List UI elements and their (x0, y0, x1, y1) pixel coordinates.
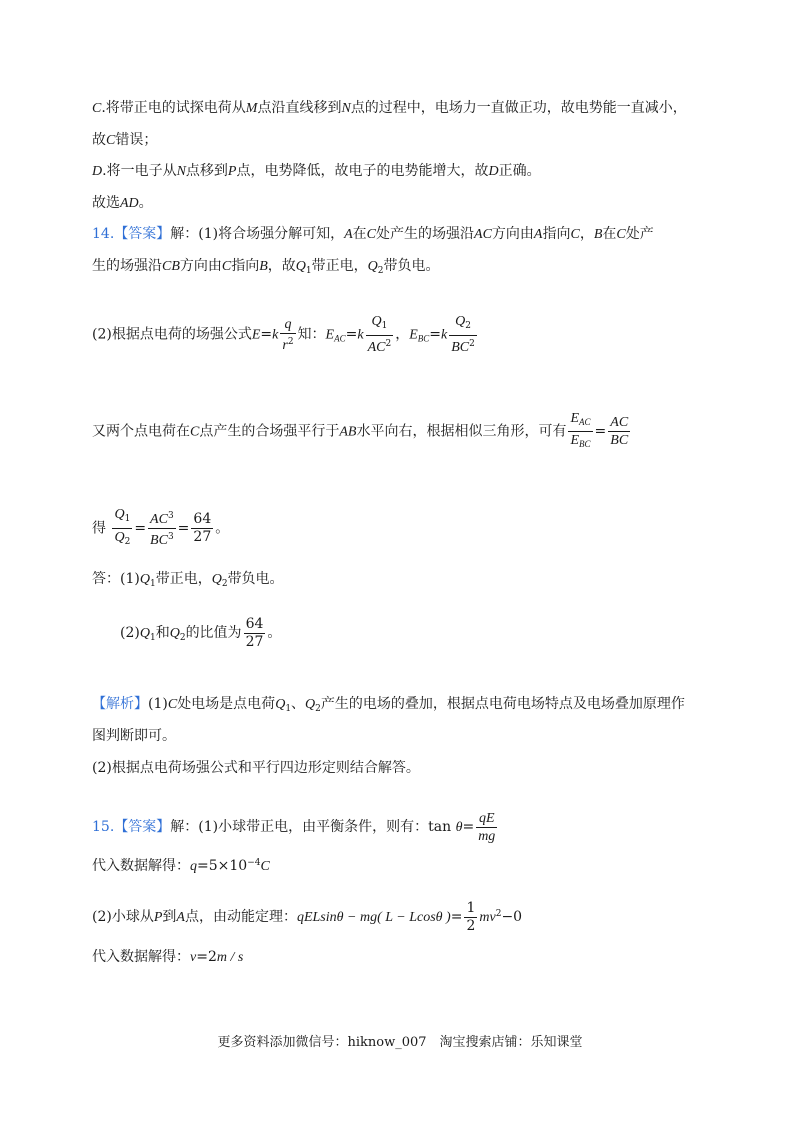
sub: 1 (149, 633, 156, 643)
text: 和 (155, 625, 170, 641)
sub: 2 (179, 633, 186, 643)
text: .将一电子从 (102, 163, 177, 179)
var: Q (139, 626, 150, 641)
var: BC (451, 340, 470, 355)
var: C (570, 227, 580, 242)
text: 图判断即可。 (92, 728, 176, 744)
fraction (112, 506, 132, 551)
text: 点，由动能定理： (184, 909, 297, 925)
var: Q (114, 530, 125, 545)
sub: 2 (124, 537, 131, 547)
q15-charge-result (92, 853, 720, 877)
var: N (341, 101, 351, 116)
text: 方向由 (491, 226, 534, 242)
text: ， (579, 226, 594, 242)
denominator (366, 336, 394, 356)
text: 解：(1)将合场强分解可知， (170, 226, 345, 242)
numerator: q (280, 316, 295, 334)
fraction (608, 414, 630, 449)
var: Q (305, 697, 316, 712)
text: (1) (148, 696, 168, 712)
question-number: 14. (92, 226, 115, 242)
sub: BC (579, 439, 591, 449)
q14-ratio-result (92, 506, 720, 551)
text: (2)小球从 (92, 909, 154, 925)
var: AD (120, 196, 139, 211)
text: 。 (215, 520, 230, 537)
text: =2 (196, 949, 217, 965)
q14-final-answer1 (92, 569, 720, 594)
var: C (167, 697, 178, 712)
text: 指向 (231, 258, 260, 274)
option-c-line (92, 98, 720, 119)
var: M (245, 101, 258, 116)
text: 水平向右，根据相似三角形，可有 (356, 423, 567, 440)
text: 点移到 (185, 163, 228, 179)
var: C (616, 227, 626, 242)
fraction (568, 410, 592, 453)
numerator: 1 (466, 899, 476, 916)
var: k (357, 327, 364, 343)
var: C (221, 259, 232, 274)
var: AB (339, 424, 357, 440)
text: 代入数据解得： (92, 858, 190, 874)
text: 得 (92, 520, 106, 537)
text: (2)根据点电荷的场强公式 (92, 326, 252, 343)
text: 处产生的场强沿 (376, 226, 475, 242)
var: B (593, 227, 603, 242)
fraction (449, 313, 477, 356)
sub: 1 (149, 579, 156, 589)
var: r (282, 337, 288, 353)
text: = (134, 520, 147, 537)
var: P (153, 910, 163, 925)
text: 。 (138, 195, 153, 211)
var: P (227, 164, 237, 179)
var: E (570, 411, 580, 426)
equation: qELsinθ − mg (296, 910, 378, 925)
text: = (429, 326, 442, 343)
q14-similar-triangle (92, 410, 720, 453)
denominator: 27 (245, 633, 264, 650)
var: v (190, 950, 197, 965)
text: 点产生的合场强平行于 (199, 423, 340, 440)
q15-velocity-result (92, 947, 720, 968)
fraction (148, 508, 176, 549)
denominator (449, 336, 477, 356)
var: k (272, 327, 279, 343)
text: 点的过程中，电场力一直做正功，故电势能一直减小， (350, 100, 687, 116)
q14-analysis-line3 (92, 758, 720, 778)
var: Q (139, 572, 150, 587)
var: CB (162, 259, 180, 274)
text: 的比值为 (185, 625, 242, 641)
numerator (568, 410, 592, 432)
numerator: 64 (245, 615, 264, 632)
var: Q (275, 697, 286, 712)
answer-tag: 【答案】 (114, 819, 171, 835)
var: Q (114, 507, 125, 522)
q14-answer-line1 (92, 224, 720, 245)
text: 故 (92, 132, 106, 148)
var: AC (150, 512, 168, 527)
fraction (464, 900, 477, 935)
denominator: 27 (193, 529, 212, 545)
var: C (106, 133, 116, 148)
var: C (366, 227, 377, 242)
text: 处产 (625, 226, 654, 242)
var: AC (367, 340, 386, 355)
sub: 1 (124, 514, 131, 524)
text: 带正电， (311, 258, 368, 274)
var: D (92, 164, 103, 179)
sub: 2 (377, 266, 384, 276)
denominator: 2 (466, 917, 476, 934)
sup: 3 (167, 532, 174, 542)
text: 知： (297, 326, 326, 343)
sub: 2 (221, 579, 228, 589)
text: 又两个点电荷在 (92, 423, 190, 440)
q14-field-formula (92, 313, 720, 359)
text: = (462, 819, 475, 835)
text: 方向由 (179, 258, 222, 274)
var: C (92, 101, 102, 116)
var: B (259, 259, 268, 274)
numerator: 64 (193, 511, 212, 527)
var: N (176, 164, 186, 179)
fraction (191, 511, 213, 546)
numerator (112, 506, 132, 529)
var: q (190, 859, 197, 874)
fraction (244, 616, 266, 651)
text: (2) (120, 625, 140, 641)
unit: m / s (216, 950, 244, 965)
text: 。 (267, 625, 282, 641)
text: 点，电势降低，故电子的电势能增大，故 (236, 163, 489, 179)
choice-line (92, 193, 720, 214)
q14-answer-line2 (92, 256, 720, 281)
analysis-tag: 【解析】 (92, 696, 148, 712)
text: 答：(1) (92, 571, 140, 587)
var: Q (295, 259, 306, 274)
text: 带负电。 (383, 258, 440, 274)
option-c-conclusion (92, 130, 720, 151)
text: ，故 (267, 258, 296, 274)
var: θ (455, 820, 463, 835)
text: 在 (352, 226, 367, 242)
text: 生的场强沿 (92, 258, 162, 274)
answer-tag: 【答案】 (114, 226, 171, 242)
fraction (476, 810, 497, 845)
text: 代入数据解得： (92, 949, 190, 965)
denominator: mg (478, 828, 496, 844)
fraction (366, 313, 394, 356)
text: −0 (501, 909, 523, 925)
sub: 1 (285, 704, 292, 714)
text: 到 (162, 909, 177, 925)
sub: 1 (305, 266, 312, 276)
text: 解：(1)小球带正电，由平衡条件，则有： (170, 819, 429, 835)
equation: mv (479, 910, 496, 925)
fraction (280, 316, 295, 354)
sub: 1 (381, 321, 388, 331)
text: ， (395, 326, 410, 343)
text: 带负电。 (227, 571, 284, 587)
page-footer: 更多资料添加微信号：hiknow_007 淘宝搜索店铺：乐知课堂 (217, 1035, 583, 1050)
denominator: BC (610, 433, 629, 448)
denominator (148, 529, 176, 549)
text: = (345, 326, 358, 343)
var: Q (211, 572, 222, 587)
sup: 2 (469, 339, 475, 349)
sub: 2 (315, 704, 321, 714)
var: C (190, 424, 200, 440)
q14-analysis-line2 (92, 726, 720, 746)
text: 故选 (92, 195, 120, 211)
text: .将带正电的试探电荷从 (101, 100, 246, 116)
var: E (325, 327, 335, 343)
denominator (568, 432, 592, 453)
var: Q (169, 626, 180, 641)
q14-analysis-line1 (92, 694, 720, 719)
q15-answer-line1 (92, 807, 720, 848)
var: Q (455, 314, 466, 329)
sup: 2 (385, 339, 392, 349)
text: = (594, 423, 607, 440)
denominator (112, 529, 132, 551)
text: (2)根据点电荷场强公式和平行四边形定则结合解答。 (92, 760, 420, 776)
var: C (260, 859, 270, 874)
var: BC (150, 533, 168, 548)
var: D (488, 164, 499, 179)
q15-energy-theorem (92, 894, 720, 938)
sub: BC (417, 333, 430, 344)
denominator (280, 334, 295, 354)
numerator (449, 313, 477, 336)
var: E (409, 327, 418, 343)
sub: 2 (465, 321, 471, 331)
var: E (570, 433, 580, 448)
option-d-line (92, 161, 720, 182)
var: Q (367, 259, 378, 274)
sub: AC (579, 417, 591, 427)
text: = (177, 520, 190, 537)
text: 在 (602, 226, 617, 242)
sub: AC (334, 333, 346, 344)
text: 点沿直线移到 (257, 100, 342, 116)
text: 指向 (542, 226, 571, 242)
var: AC (474, 227, 492, 242)
var: A (533, 227, 543, 242)
sup: 3 (167, 511, 174, 521)
text: 产生的电场的叠加，根据点电荷电场特点及电场叠加原理作 (320, 696, 685, 712)
text: 错误； (115, 132, 158, 148)
var: Q (371, 314, 382, 329)
text: =5×10 (197, 858, 248, 874)
text: = (260, 326, 273, 343)
text: 带正电， (155, 571, 212, 587)
text: tan (428, 819, 452, 835)
var: A (176, 910, 185, 925)
var: k (441, 327, 448, 343)
text: 正确。 (498, 163, 541, 179)
equation: ( L − Lcosθ ) (377, 910, 451, 925)
text: 、 (291, 696, 306, 712)
question-number: 15. (92, 819, 115, 835)
numerator: AC (610, 415, 629, 430)
numerator: qE (476, 810, 497, 828)
q14-final-answer2 (120, 613, 720, 658)
sup: 2 (495, 909, 502, 919)
numerator (366, 313, 394, 336)
text: = (450, 909, 463, 925)
var: A (344, 227, 353, 242)
text: 处电场是点电荷 (177, 696, 276, 712)
var: E (251, 327, 261, 343)
sup: −4 (247, 858, 261, 868)
numerator (148, 508, 176, 529)
sup: 2 (287, 336, 294, 347)
